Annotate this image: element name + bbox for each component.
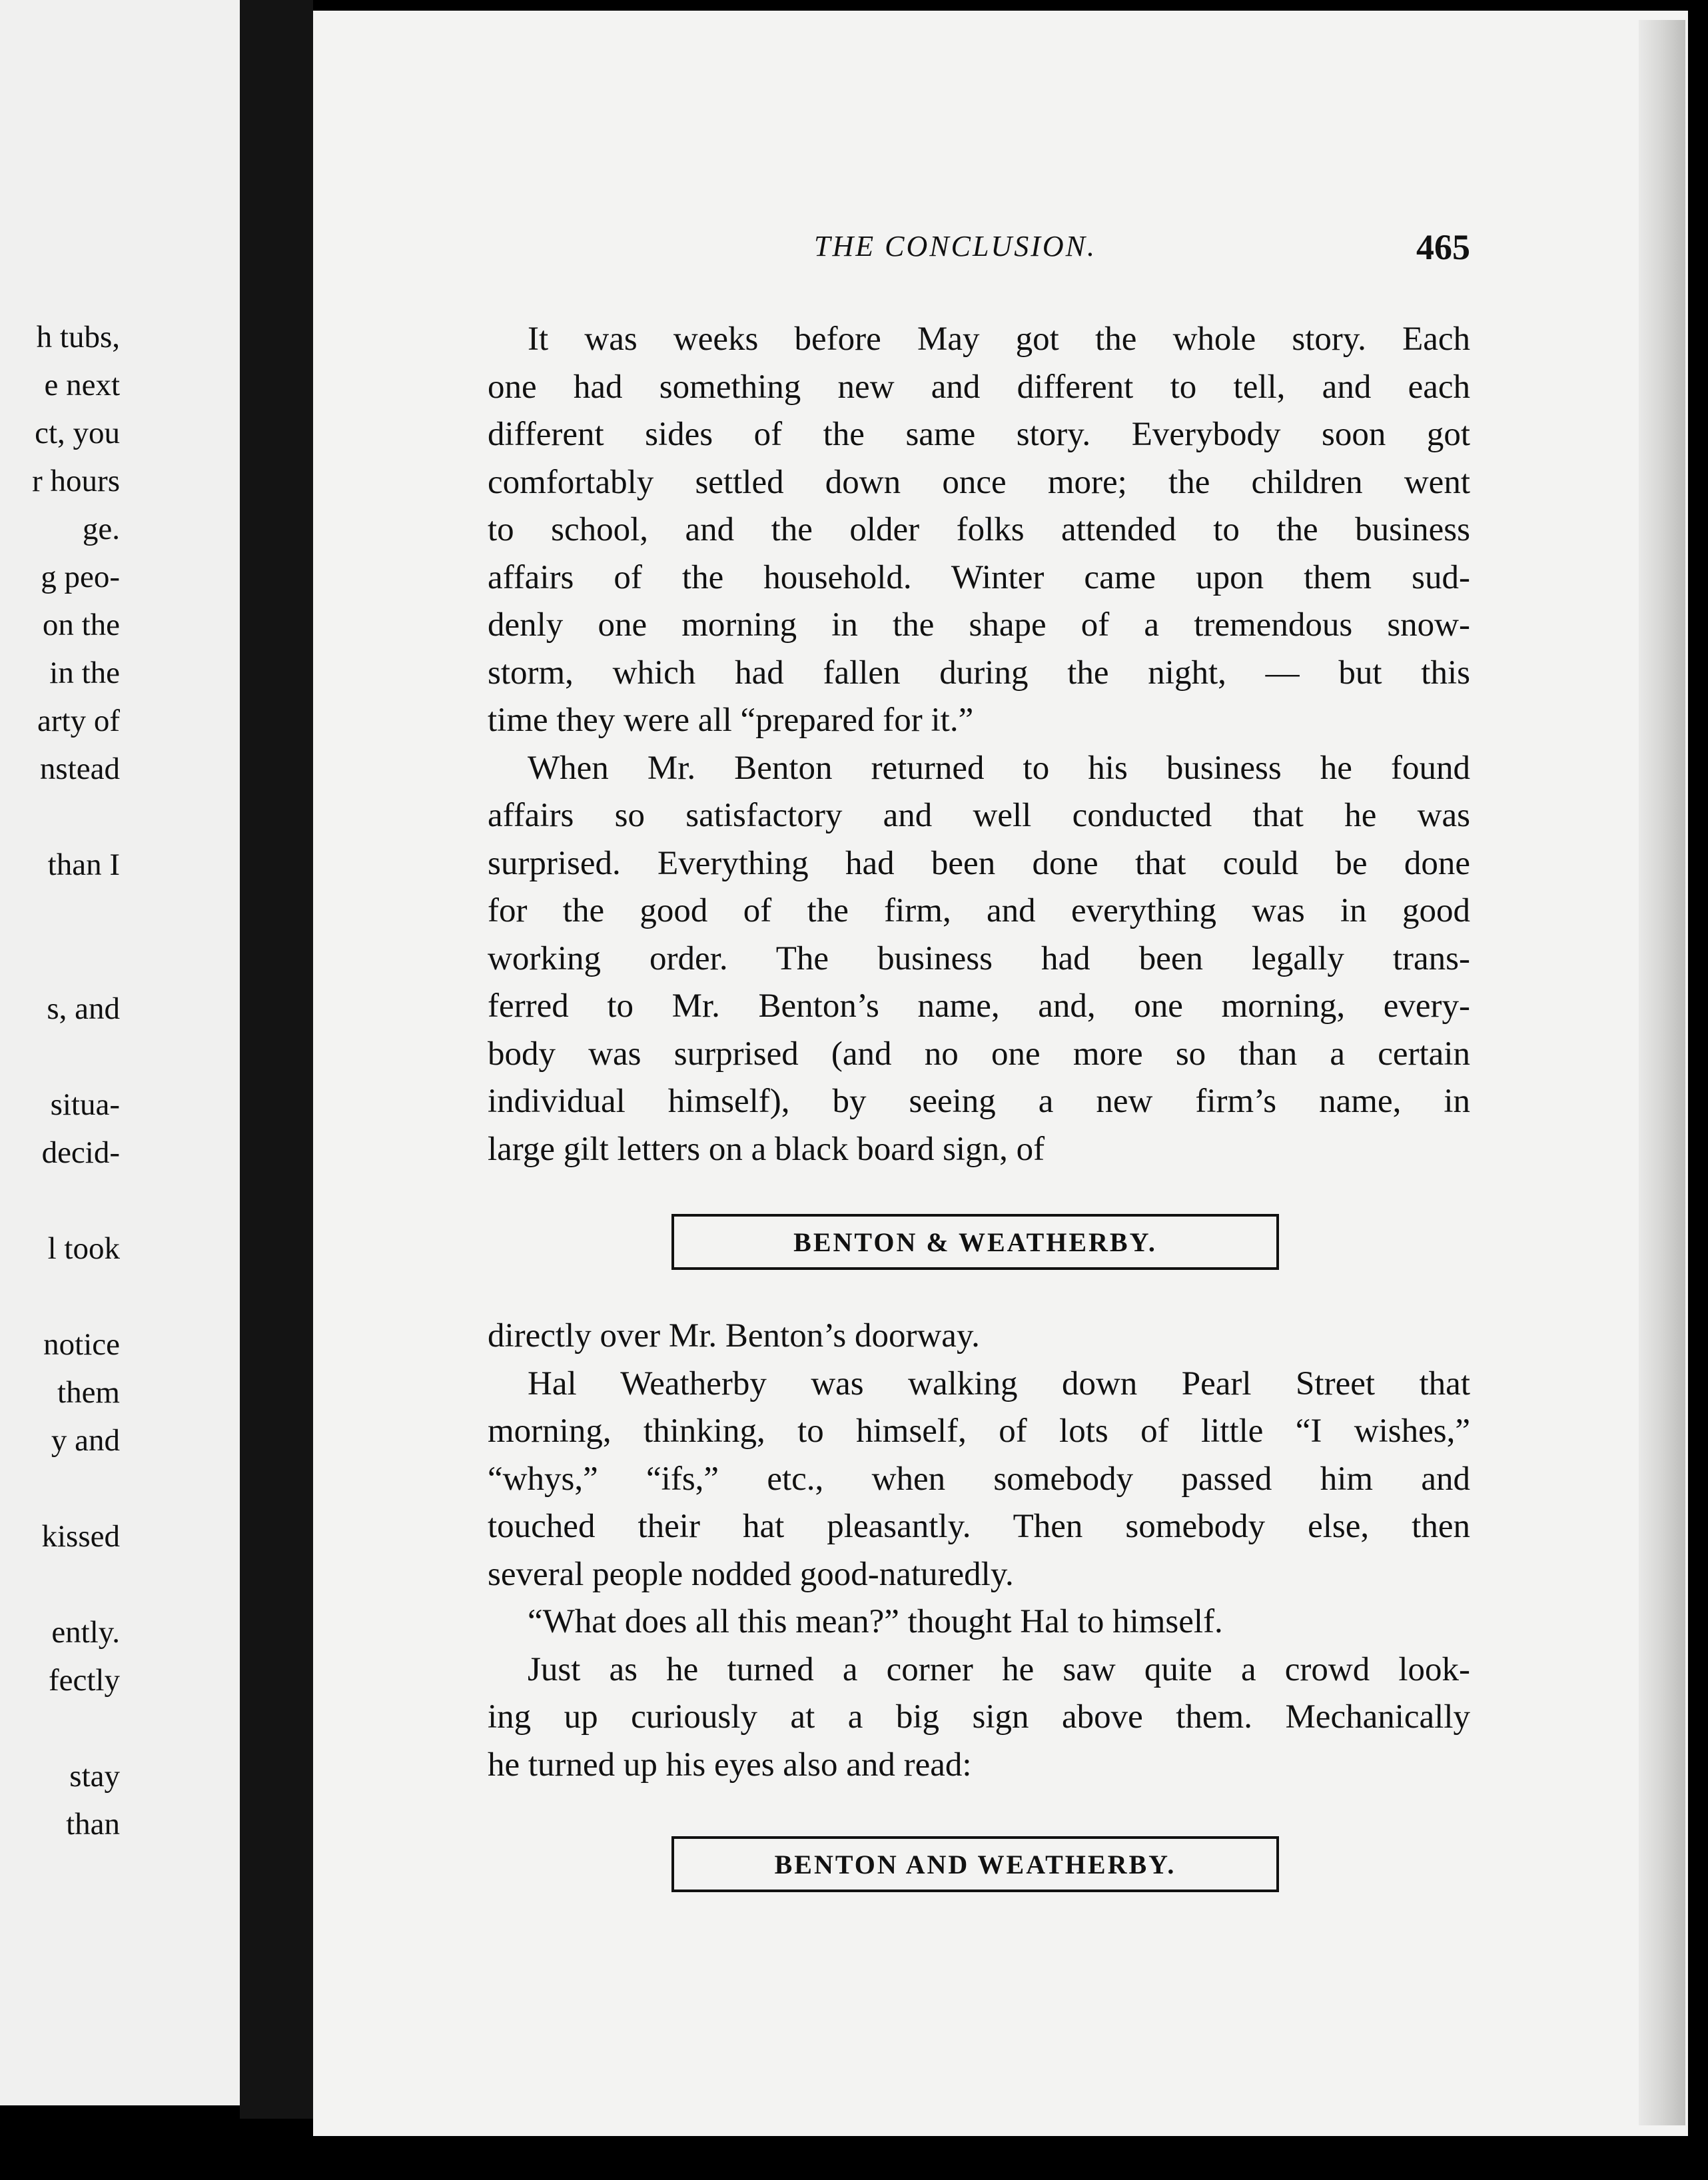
left-page-line: r hours bbox=[32, 464, 120, 498]
text-line: storm, which had fallen during the night, — but this bbox=[488, 654, 1470, 692]
sign-box-2: BENTON AND WEATHERBY. bbox=[671, 1836, 1279, 1892]
text-line: “whys,” “ifs,” etc., when somebody passed him and bbox=[488, 1460, 1470, 1498]
text-line: “What does all this mean?” thought Hal to himself. bbox=[528, 1603, 1223, 1640]
text-line: surprised. Everything had been done that could be done bbox=[488, 844, 1470, 882]
text-line: one had something new and different to tell, and each bbox=[488, 368, 1470, 406]
left-page-line: l took bbox=[47, 1231, 120, 1266]
text-line: he turned up his eyes also and read: bbox=[488, 1746, 972, 1784]
left-page-line: notice bbox=[43, 1327, 120, 1362]
text-line: individual himself), by seeing a new firm’s name, in bbox=[488, 1083, 1470, 1120]
text-line: ferred to Mr. Benton’s name, and, one morning, every- bbox=[488, 987, 1470, 1025]
left-page-line: decid- bbox=[41, 1135, 120, 1170]
left-page-line: s, and bbox=[47, 991, 120, 1026]
left-page-line: than I bbox=[47, 847, 120, 882]
left-page-line: ge. bbox=[82, 512, 120, 546]
left-page-line: y and bbox=[51, 1423, 120, 1458]
left-page-line bbox=[0, 937, 120, 985]
left-page-line: nstead bbox=[39, 752, 120, 786]
left-page-line: fectly bbox=[49, 1663, 120, 1698]
left-page-line: ct, you bbox=[35, 416, 120, 450]
left-page-line: kissed bbox=[41, 1519, 120, 1554]
text-line: working order. The business had been legally trans- bbox=[488, 939, 1470, 977]
left-page-line: them bbox=[57, 1375, 120, 1410]
text-line: touched their hat pleasantly. Then somebody else, then bbox=[488, 1508, 1470, 1545]
left-page-line bbox=[0, 1177, 120, 1225]
text-line: body was surprised (and no one more so than a certain bbox=[488, 1035, 1470, 1073]
text-line: denly one morning in the shape of a tremendous snow- bbox=[488, 606, 1470, 644]
left-page-line bbox=[0, 1273, 120, 1321]
left-page-line bbox=[0, 1560, 120, 1608]
book-gutter bbox=[240, 0, 313, 2119]
left-page-line: e next bbox=[44, 368, 120, 402]
text-line: It was weeks before May got the whole story. Each bbox=[528, 320, 1470, 358]
text-line: large gilt letters on a black board sign, of bbox=[488, 1130, 1045, 1168]
text-line: time they were all “prepared for it.” bbox=[488, 702, 974, 739]
text-line: for the good of the firm, and everything was in good bbox=[488, 892, 1470, 929]
left-page-line: stay bbox=[69, 1759, 120, 1794]
text-line: Just as he turned a corner he saw quite a crowd look- bbox=[528, 1650, 1470, 1688]
left-page-line: on the bbox=[42, 608, 120, 642]
body-text-block-2 bbox=[488, 1313, 1470, 1789]
text-line: When Mr. Benton returned to his business he found bbox=[528, 749, 1470, 787]
left-page-line: arty of bbox=[37, 704, 120, 738]
text-line: affairs so satisfactory and well conducted that he was bbox=[488, 797, 1470, 834]
left-page-line: in the bbox=[49, 656, 120, 690]
text-line: affairs of the household. Winter came upon them sud- bbox=[488, 558, 1470, 596]
left-page-text bbox=[0, 313, 120, 1848]
left-page-line: ently. bbox=[51, 1615, 120, 1650]
page-header bbox=[488, 227, 1470, 273]
left-page-line bbox=[0, 1033, 120, 1081]
left-page-line bbox=[0, 889, 120, 937]
left-page-line: g peo- bbox=[41, 560, 120, 594]
sign-box-1: BENTON & WEATHERBY. bbox=[671, 1214, 1279, 1270]
running-head: THE CONCLUSION. bbox=[814, 230, 1096, 263]
left-page-line: situa- bbox=[50, 1087, 120, 1122]
left-page-line: h tubs, bbox=[36, 320, 120, 354]
page-edge-shadow bbox=[1639, 20, 1685, 2125]
left-page-line bbox=[0, 793, 120, 841]
left-page-line bbox=[0, 1464, 120, 1512]
text-line: several people nodded good-naturedly. bbox=[488, 1555, 1014, 1593]
text-line: comfortably settled down once more; the children went bbox=[488, 463, 1470, 501]
text-line: different sides of the same story. Everybody soon got bbox=[488, 416, 1470, 453]
text-line: directly over Mr. Benton’s doorway. bbox=[488, 1317, 980, 1355]
text-line: morning, thinking, to himself, of lots of little “I wishes,” bbox=[488, 1412, 1470, 1450]
text-line: Hal Weatherby was walking down Pearl Street that bbox=[528, 1364, 1470, 1402]
body-text-block-1 bbox=[488, 316, 1470, 1173]
text-line: ing up curiously at a big sign above them. Mechanically bbox=[488, 1698, 1470, 1736]
left-page-line: than bbox=[66, 1807, 120, 1842]
text-line: to school, and the older folks attended to the business bbox=[488, 511, 1470, 548]
left-page-line bbox=[0, 1704, 120, 1752]
page-number: 465 bbox=[1416, 227, 1470, 267]
